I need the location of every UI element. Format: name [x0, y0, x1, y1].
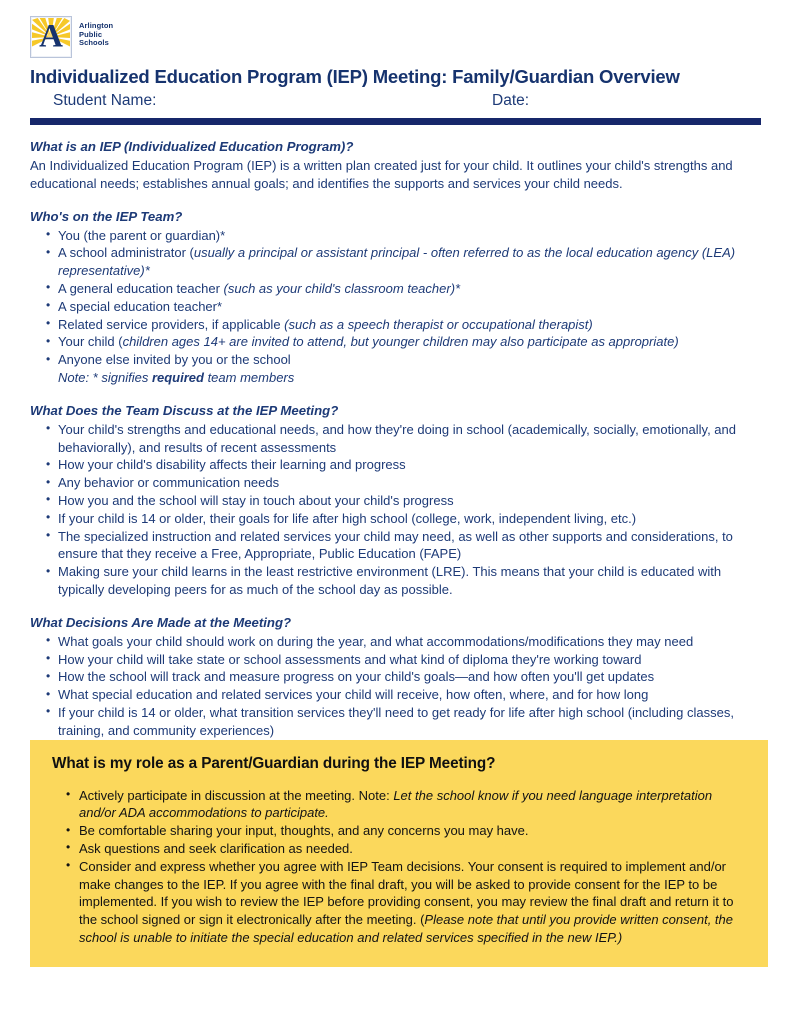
list-item — [30, 351, 748, 369]
list-item-text: Anyone else invited by you or the school — [58, 352, 291, 368]
list-item — [30, 316, 748, 334]
note-tail: team members — [203, 369, 295, 385]
list-item: • What goals your child should work on during the year, and what accommodations/modifications they may need — [30, 633, 748, 651]
decisions-list — [30, 633, 761, 740]
section-what-does-the-team-discuss — [30, 402, 761, 599]
student-name-label: Student Name: — [53, 92, 157, 109]
parent-role-callout — [30, 740, 768, 967]
logo-word-schools: Schools — [79, 38, 109, 48]
section-who-is-on-the-iep-team — [30, 208, 761, 387]
section-heading: What Decisions Are Made at the Meeting? — [30, 614, 292, 630]
list-item-text: Related service providers, if applicable — [58, 316, 285, 332]
list-item: • If your child is 14 or older, their goals for life after high school (college, work, independent living, etc.) — [30, 510, 748, 528]
list-item: • How the school will track and measure progress on your child's goals—and how often you'll get updates — [30, 668, 748, 686]
logo-word-arlington: Arlington — [79, 21, 114, 30]
list-item: • What special education and related services your child will receive, how often, where, and for how long — [30, 686, 748, 704]
list-item-text: A general education teacher — [58, 280, 224, 296]
callout-heading: What is my role as a Parent/Guardian during the IEP Meeting? — [52, 754, 496, 772]
list-item — [30, 280, 748, 298]
logo-letter-a: A — [39, 18, 63, 55]
list-item: • If your child is 14 or older, what transition services they'll need to get ready for life after high school (including classes, training, and community experiences) — [30, 704, 748, 740]
list-item-emphasis: (such as a speech therapist or occupational therapist) — [284, 316, 593, 332]
list-item-text: Consider and express whether you agree with IEP Team decisions. Your consent is required to implement and/or make changes to the IEP. If you agree with the final draft, you will be asked to provide consent for the IEP to be implemented. If you wish to review the IEP before providing consent, you may review the final draft and return it to the school signed or sign it electronically after the meeting. ( — [79, 858, 734, 928]
arlington-public-schools-logo-icon — [30, 16, 72, 58]
section-heading: Who's on the IEP Team? — [30, 208, 183, 224]
team-discussion-list — [30, 421, 761, 599]
section-paragraph: An Individualized Education Program (IEP) is a written plan created just for your child. It outlines your child's strengths and educational needs; establishes annual goals; and identifies the supports and services your child needs. — [30, 158, 733, 191]
list-item: • Ask questions and seek clarification as needed. — [52, 840, 746, 858]
list-item — [52, 787, 746, 823]
page-title: Individualized Education Program (IEP) Meeting: Family/Guardian Overview — [30, 66, 680, 87]
list-item: • Any behavior or communication needs — [30, 474, 748, 492]
iep-team-list — [30, 227, 761, 387]
list-item — [52, 858, 746, 947]
note-bold-word: required — [151, 369, 204, 385]
parent-role-list — [52, 787, 746, 947]
list-item: • How your child will take state or school assessments and what kind of diploma they're working toward — [30, 651, 748, 669]
list-item: • The specialized instruction and related services your child may need, as well as other supports and considerations, to ensure that they receive a Free, Appropriate, Public Education (FAPE) — [30, 528, 748, 564]
required-members-note — [30, 369, 748, 387]
list-item-emphasis: Let the school know if you need language interpretation and/or ADA accommodations to participate. — [79, 787, 713, 821]
student-date-row — [30, 89, 761, 113]
list-item: • Making sure your child learns in the least restrictive environment (LRE). This means that your child is educated with typically developing peers for as much of the school day as possible. — [30, 563, 748, 599]
date-label: Date: — [492, 92, 530, 109]
list-item — [30, 227, 748, 245]
list-item-emphasis: (such as your child's classroom teacher)* — [223, 280, 461, 296]
list-item-emphasis: Please note that until you provide written consent, the school is unable to initiate the special education and related services specified in the new IEP.) — [79, 912, 733, 945]
document-body — [0, 125, 791, 740]
list-item-emphasis: children ages 14+ are invited to attend, but younger children may also participate as appropriate) — [122, 334, 679, 350]
section-heading: What is an IEP (Individualized Education Program)? — [30, 139, 354, 154]
list-item: • How you and the school will stay in touch about your child's progress — [30, 492, 748, 510]
list-item-text: A special education teacher* — [58, 298, 223, 314]
section-what-is-an-iep — [30, 138, 761, 193]
header-divider-rule — [30, 118, 761, 125]
logo-word-public: Public — [79, 29, 103, 39]
note-lead: Note: * signifies — [58, 369, 152, 385]
list-item-text: Actively participate in discussion at the meeting. Note: — [79, 787, 394, 803]
logo-row — [30, 16, 761, 64]
list-item-emphasis: usually a principal or assistant principal - often referred to as the local education agency (LEA) representative)* — [58, 245, 736, 279]
section-heading: What Does the Team Discuss at the IEP Meeting? — [30, 402, 339, 418]
list-item: • How your child's disability affects their learning and progress — [30, 456, 748, 474]
section-what-decisions-are-made — [30, 614, 761, 740]
list-item — [30, 244, 748, 280]
list-item: • Your child's strengths and educational needs, and how they're doing in school (academically, socially, emotionally, and behaviorally), and results of recent assessments — [30, 421, 748, 457]
list-item — [30, 333, 748, 351]
list-item — [30, 298, 748, 316]
document-header — [0, 0, 791, 113]
list-item: • Be comfortable sharing your input, thoughts, and any concerns you may have. — [52, 822, 746, 840]
list-item-text: A school administrator ( — [58, 245, 194, 261]
list-item-text: Your child ( — [58, 334, 123, 350]
list-item-text: You (the parent or guardian)* — [58, 227, 226, 243]
logo-wordmark — [79, 16, 113, 48]
